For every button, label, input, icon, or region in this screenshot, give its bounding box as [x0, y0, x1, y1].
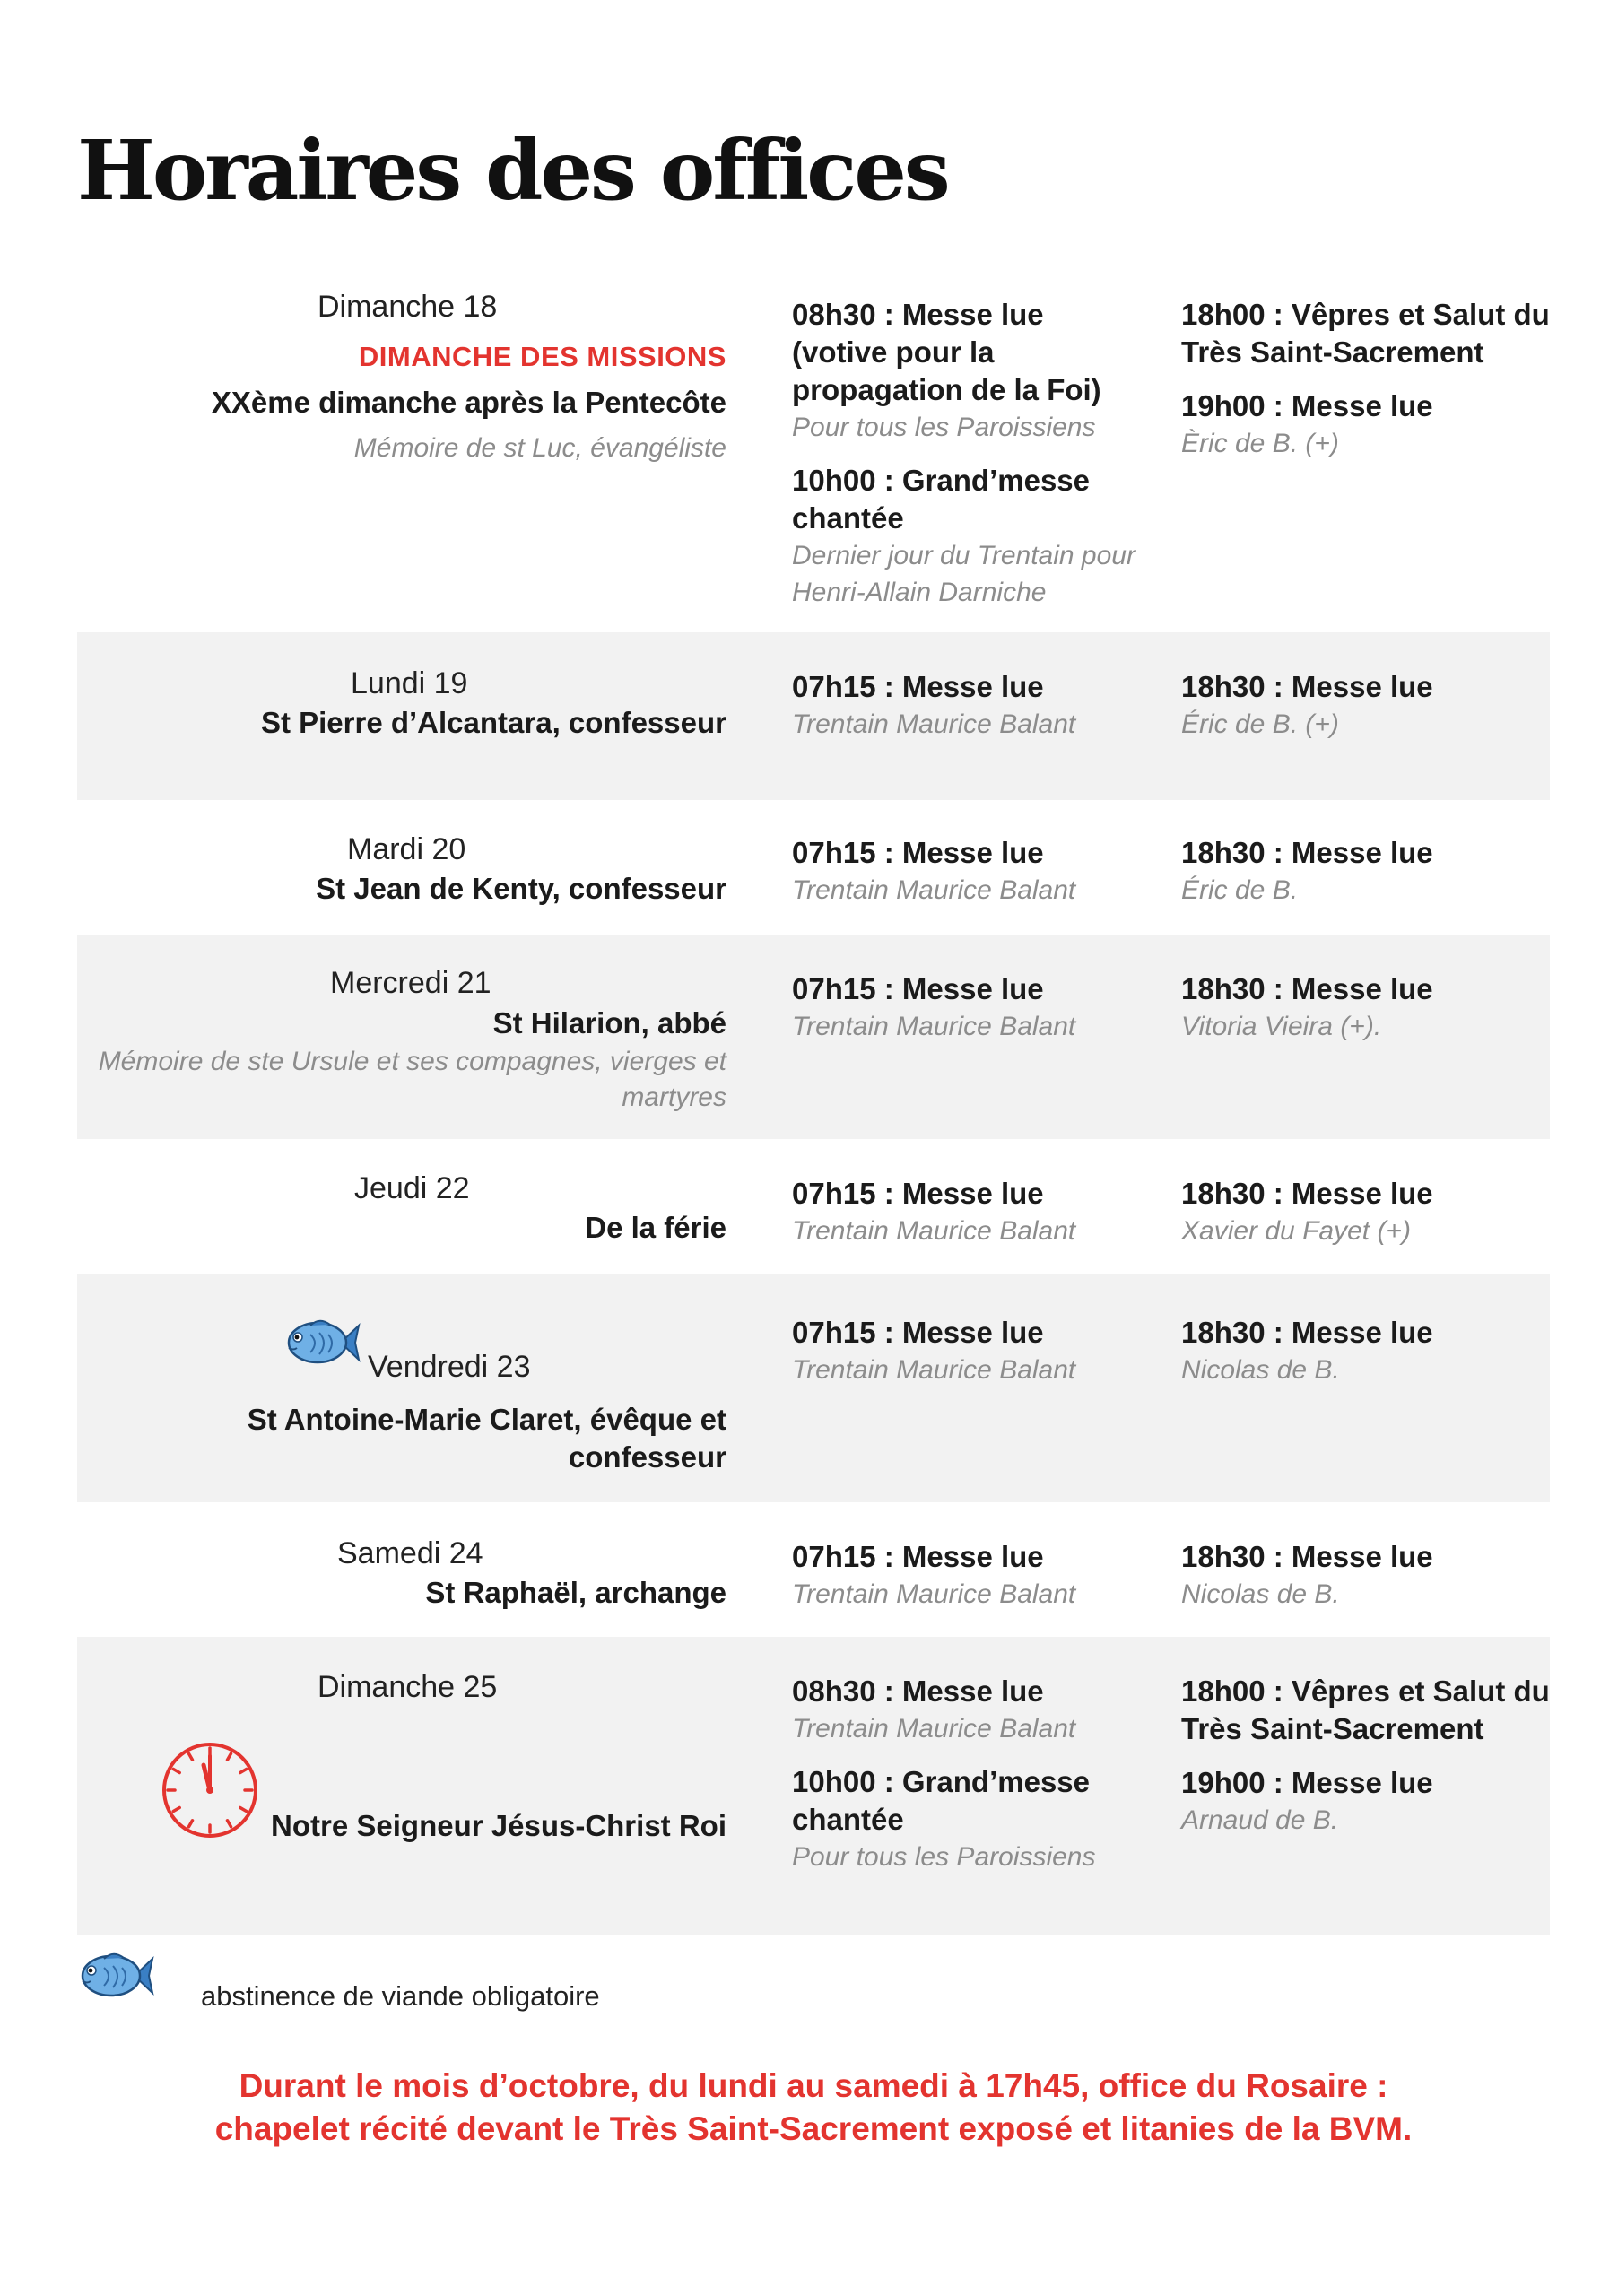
- service-intention: Trentain Maurice Balant: [792, 1579, 1076, 1609]
- fish-icon: [77, 1946, 154, 2010]
- service-title: 10h00 : Grand’messe chantée: [792, 464, 1090, 535]
- feast-name: St Pierre d’Alcantara, confesseur: [260, 706, 726, 739]
- service: [1181, 834, 1558, 909]
- service: [792, 1175, 1142, 1249]
- feast-name: XXème dimanche après la Pentecôte: [211, 386, 726, 419]
- evening-services: [1181, 1314, 1558, 1405]
- page-title: Horaires des offices: [77, 122, 948, 219]
- service: [1181, 296, 1558, 371]
- service-title: 07h15 : Messe lue: [792, 972, 1044, 1005]
- day-row-lundi-19: [77, 632, 1550, 800]
- service-intention: Trentain Maurice Balant: [792, 1714, 1076, 1744]
- service-title: 19h00 : Messe lue: [1181, 1766, 1433, 1799]
- day-name: Mardi 20: [347, 832, 466, 866]
- day-name: Mercredi 21: [330, 966, 491, 1000]
- evening-services: [1181, 834, 1558, 925]
- feast-name: Notre Seigneur Jésus-Christ Roi: [271, 1809, 726, 1842]
- service: [792, 668, 1142, 743]
- day-name: Lundi 19: [351, 666, 468, 700]
- day-name: Jeudi 22: [354, 1171, 470, 1205]
- service: [792, 296, 1142, 446]
- day-name: Samedi 24: [337, 1536, 483, 1570]
- evening-services: [1181, 1175, 1558, 1265]
- morning-services: [792, 1314, 1142, 1405]
- service-intention: Trentain Maurice Balant: [792, 875, 1076, 905]
- service: [1181, 970, 1558, 1045]
- morning-services: [792, 1673, 1142, 1892]
- service-intention: Nicolas de B.: [1181, 1579, 1340, 1609]
- service-title: 18h30 : Messe lue: [1181, 1540, 1433, 1573]
- evening-services: [1181, 668, 1558, 759]
- feast-memoire: Mémoire de ste Ursule et ses compagnes, vierges et martyres: [98, 1047, 726, 1112]
- day-row-mercredi-21: [77, 935, 1550, 1139]
- day-row-jeudi-22: [77, 1139, 1550, 1274]
- day-row-mardi-20: [77, 800, 1550, 935]
- service-intention: Vitoria Vieira (+).: [1181, 1012, 1382, 1041]
- service-intention: Éric de B. (+): [1181, 709, 1339, 739]
- service: [792, 1673, 1142, 1747]
- feast-memoire: Mémoire de st Luc, évangéliste: [353, 433, 726, 463]
- service-title: 18h30 : Messe lue: [1181, 972, 1433, 1005]
- service-title: 18h30 : Messe lue: [1181, 836, 1433, 869]
- day-name: Vendredi 23: [368, 1350, 531, 1384]
- service-title: 08h30 : Messe lue (votive pour la propagation de la Foi): [792, 298, 1101, 406]
- service-title: 18h30 : Messe lue: [1181, 1316, 1433, 1349]
- service: [1181, 1673, 1558, 1748]
- service: [792, 834, 1142, 909]
- service-title: 18h30 : Messe lue: [1181, 1177, 1433, 1210]
- service: [1181, 387, 1558, 462]
- service-intention: Trentain Maurice Balant: [792, 709, 1076, 739]
- evening-services: [1181, 1673, 1558, 1855]
- service: [1181, 1314, 1558, 1388]
- morning-services: [792, 668, 1142, 759]
- service-intention: Nicolas de B.: [1181, 1355, 1340, 1385]
- morning-services: [792, 1538, 1142, 1629]
- evening-services: [1181, 1538, 1558, 1629]
- feast-name: De la férie: [585, 1211, 726, 1244]
- service-title: 10h00 : Grand’messe chantée: [792, 1765, 1090, 1836]
- day-name: Dimanche 18: [318, 290, 498, 324]
- morning-services: [792, 970, 1142, 1061]
- service-intention: Èric de B. (+): [1181, 429, 1339, 458]
- service-title: 18h30 : Messe lue: [1181, 670, 1433, 703]
- service: [792, 1314, 1142, 1388]
- service-title: 19h00 : Messe lue: [1181, 389, 1433, 422]
- service: [792, 462, 1142, 611]
- service-title: 08h30 : Messe lue: [792, 1674, 1044, 1708]
- notice-line: chapelet récité devant le Très Saint-Sacrement exposé et litanies de la BVM.: [214, 2110, 1413, 2147]
- notice-line: Durant le mois d’octobre, du lundi au samedi à 17h45, office du Rosaire :: [239, 2067, 1388, 2104]
- feast-name: St Hilarion, abbé: [492, 1006, 726, 1039]
- service-title: 18h00 : Vêpres et Salut du Très Saint-Sacrement: [1181, 298, 1550, 369]
- fish-icon: [283, 1313, 361, 1377]
- morning-services: [792, 834, 1142, 925]
- schedule-table: [77, 269, 1550, 1935]
- service-intention: Trentain Maurice Balant: [792, 1216, 1076, 1246]
- service-title: 07h15 : Messe lue: [792, 670, 1044, 703]
- day-row-samedi-24: [77, 1502, 1550, 1637]
- service-title: 18h00 : Vêpres et Salut du Très Saint-Sacrement: [1181, 1674, 1550, 1745]
- legend-text: abstinence de viande obligatoire: [201, 1980, 600, 2012]
- service: [792, 1763, 1142, 1875]
- service: [1181, 1538, 1558, 1613]
- service-intention: Trentain Maurice Balant: [792, 1355, 1076, 1385]
- service-intention: Arnaud de B.: [1181, 1805, 1339, 1835]
- service: [1181, 668, 1558, 743]
- service-title: 07h15 : Messe lue: [792, 1316, 1044, 1349]
- service: [792, 1538, 1142, 1613]
- service: [1181, 1175, 1558, 1249]
- service-intention: Pour tous les Paroissiens: [792, 413, 1096, 442]
- feast-name: St Antoine-Marie Claret, évêque et confesseur: [247, 1403, 726, 1474]
- service-title: 07h15 : Messe lue: [792, 836, 1044, 869]
- evening-services: [1181, 296, 1558, 478]
- feast-rank: DIMANCHE DES MISSIONS: [358, 341, 726, 372]
- evening-services: [1181, 970, 1558, 1061]
- day-row-dimanche-18: [77, 269, 1550, 632]
- service: [1181, 1764, 1558, 1839]
- service-intention: Trentain Maurice Balant: [792, 1012, 1076, 1041]
- service-intention: Dernier jour du Trentain pour Henri-Allain Darniche: [792, 541, 1135, 607]
- morning-services: [792, 1175, 1142, 1265]
- feast-name: St Raphaël, archange: [425, 1576, 726, 1609]
- service-title: 07h15 : Messe lue: [792, 1540, 1044, 1573]
- day-row-dimanche-25: [77, 1637, 1550, 1935]
- service-intention: Pour tous les Paroissiens: [792, 1842, 1096, 1872]
- service-title: 07h15 : Messe lue: [792, 1177, 1044, 1210]
- service-intention: Éric de B.: [1181, 875, 1299, 905]
- service: [792, 970, 1142, 1045]
- feast-name: St Jean de Kenty, confesseur: [316, 872, 726, 905]
- morning-services: [792, 296, 1142, 627]
- rosary-notice: [77, 2065, 1550, 2151]
- day-row-vendredi-23: [77, 1274, 1550, 1502]
- service-intention: Xavier du Fayet (+): [1181, 1216, 1411, 1246]
- day-name: Dimanche 25: [318, 1670, 498, 1704]
